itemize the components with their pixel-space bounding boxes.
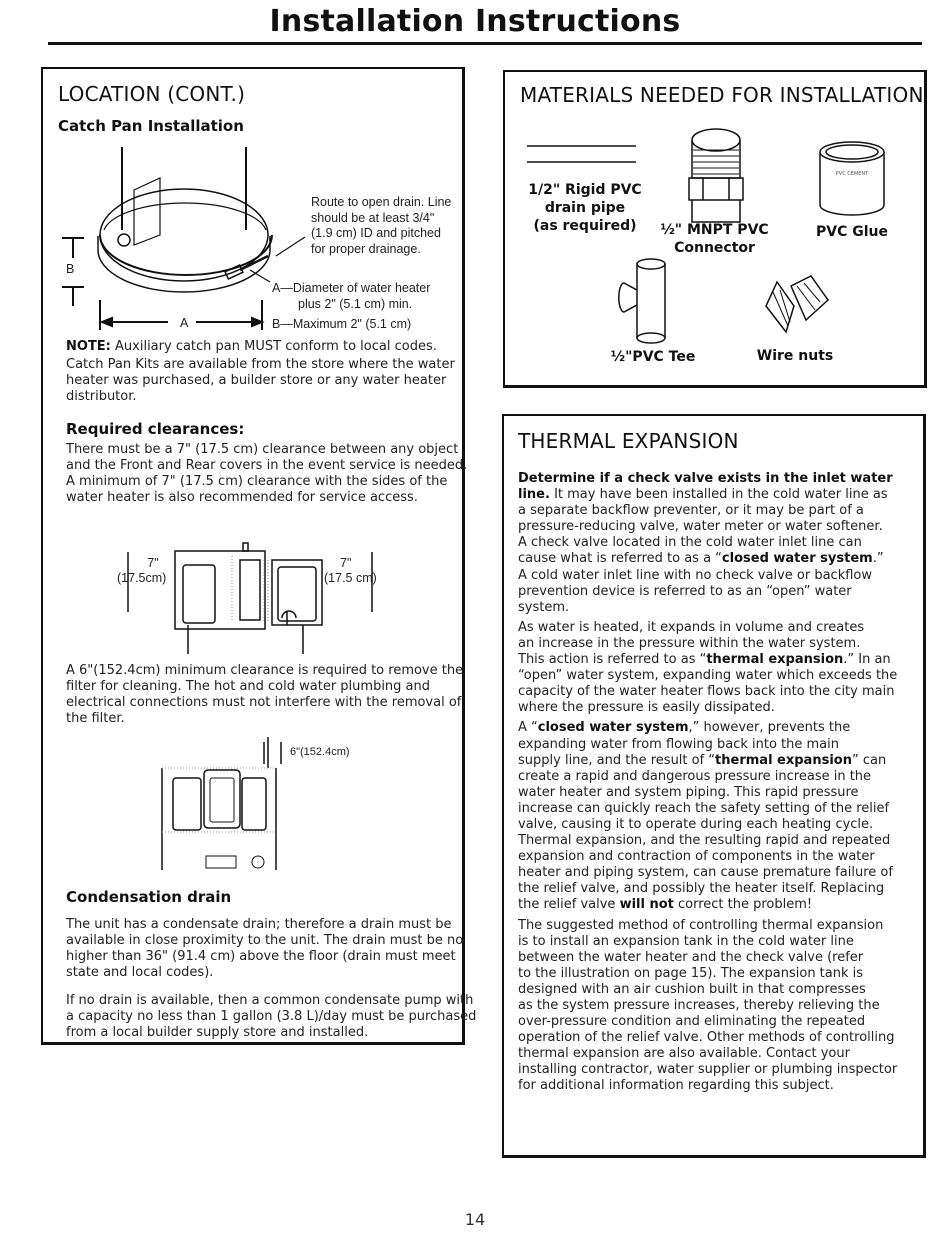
a-caption: A—Diameter of water heater plus 2" (5.1 cm) min. (272, 281, 431, 311)
text-line: cause what is referred to as a “closed water system.” (518, 551, 884, 567)
text-line: for additional information regarding this subject. (518, 1078, 834, 1094)
text-line: heater and piping system, can cause premature failure of (518, 865, 893, 881)
text-line: between the water heater and the check valve (refer (518, 949, 864, 965)
dim-left-value: 7" (147, 556, 159, 570)
b-caption: B—Maximum 2" (5.1 cm) (272, 317, 412, 331)
clearances-heading: Required clearances: (66, 420, 245, 438)
text-line: expanding water from flowing back into the main (518, 736, 839, 752)
text-line: the relief valve, and possibly the heater itself. Replacing (518, 881, 885, 897)
text-line: supply line, and the result of “thermal expansion” can (518, 752, 887, 768)
pvc-pipe-label: 1/2" Rigid PVC drain pipe (as required) (528, 182, 642, 234)
text-line: as the system pressure increases, thereby relieving the (518, 998, 880, 1013)
text-line: a separate backflow preventer, or it may be part of a (518, 503, 864, 519)
text-line: expansion and contraction of components in the water (518, 849, 875, 865)
text-line: an increase in the pressure within the water system. (518, 635, 861, 651)
thermal-para-2 (518, 620, 913, 717)
pvc-glue-label: PVC Glue (816, 224, 888, 240)
catch-pan-heading: Catch Pan Installation (58, 117, 244, 135)
text-line: to the illustration on page 15). The expansion tank is (518, 965, 864, 981)
thermal-heading: THERMAL EXPANSION (518, 429, 739, 453)
text-line: This action is referred to as “thermal expansion.” In an (518, 652, 891, 668)
route-caption: Route to open drain. Line should be at least 3/4" (1.9 cm) ID and pitched for proper drainage. (311, 195, 452, 256)
clearances-text: There must be a 7" (17.5 cm) clearance between any object and the Front and Rear covers in the event service is needed. A minimum of 7" (17.5 cm) clearance with the sides of the water heater is also recommended for service access. (66, 442, 468, 505)
text-line: The suggested method of controlling thermal expansion (518, 917, 884, 933)
materials-illustrations (0, 0, 940, 380)
wire-nuts-label: Wire nuts (756, 348, 834, 364)
condensation-text-1: The unit has a condensate drain; therefore a drain must be available in close proximity to the unit. The drain must be no higher than 36" (91.4 cm) above the floor (drain must meet state and local codes). (66, 917, 464, 980)
filter-text: A 6"(152.4cm) minimum clearance is required to remove the filter for cleaning. The hot and cold water plumbing and electrical connections must not interfere with the removal of the filter. (66, 663, 464, 726)
location-heading: LOCATION (CONT.) (58, 82, 246, 106)
thermal-para-3 (518, 720, 913, 913)
page-title: Installation Instructions (269, 4, 681, 39)
text-line: installing contractor, water supplier or plumbing inspector (518, 1062, 898, 1078)
text-line: A “closed water system,” however, prevents the (518, 720, 851, 736)
dim-b-label: B (66, 262, 75, 276)
glue-can-label: PVC CEMENT (835, 171, 869, 177)
dim-right-metric: (17.5 cm) (324, 571, 377, 585)
text-line: A check valve located in the cold water inlet line can (518, 535, 862, 551)
thermal-para-4 (518, 918, 913, 1095)
text-line: As water is heated, it expands in volume and creates (518, 619, 865, 635)
text-line: pressure-reducing valve, water meter or water softener. (518, 519, 883, 535)
text-line: system. (518, 599, 570, 615)
text-line: over-pressure condition and eliminating the repeated (518, 1014, 866, 1030)
dim-a-label: A (180, 316, 189, 330)
condensation-text-2: If no drain is available, then a common condensate pump with a capacity no less than 1 gallon (3.8 L)/day must be purchased from a local builder supply store and installed. (66, 993, 477, 1040)
text-line: create a rapid and dangerous pressure increase in the (518, 768, 872, 784)
mnpt-connector-label: ½" MNPT PVC Connector (660, 222, 769, 256)
pvc-tee-label: ½"PVC Tee (610, 349, 696, 365)
text-line: valve, causing it to operate during each heating cycle. (518, 816, 874, 832)
text-line: increase can quickly reach the safety setting of the relief (518, 800, 890, 816)
text-line: the relief valve will not correct the problem! (518, 897, 813, 913)
text-line: Thermal expansion, and the resulting rapid and repeated (518, 833, 891, 849)
materials-heading: MATERIALS NEEDED FOR INSTALLATION (520, 83, 924, 107)
text-line: designed with an air cushion built in that compresses (518, 981, 866, 997)
text-line: water heater and system piping. This rapid pressure (518, 784, 859, 800)
catch-pan-note: NOTE: Auxiliary catch pan MUST conform to local codes. (66, 339, 437, 354)
text-line: operation of the relief valve. Other methods of controlling (518, 1030, 895, 1046)
text-line: prevention device is referred to as an “open” water (518, 583, 852, 599)
text-line: thermal expansion are also available. Contact your (518, 1046, 850, 1062)
text-line: where the pressure is easily dissipated. (518, 700, 775, 716)
dim-right-value: 7" (340, 556, 352, 570)
condensation-heading: Condensation drain (66, 888, 232, 906)
dim-top-label: 6"(152.4cm) (290, 746, 350, 758)
text-line: “open” water system, expanding water which exceeds the (518, 668, 898, 684)
dim-left-metric: (17.5cm) (117, 571, 167, 585)
thermal-para-1 (518, 471, 913, 616)
text-line: is to install an expansion tank in the cold water line (518, 933, 854, 949)
page-number: 14 (464, 1210, 486, 1229)
text-line: capacity of the water heater flows back into the city main (518, 684, 895, 700)
text-line: A cold water inlet line with no check valve or backflow (518, 567, 873, 583)
text-line: Determine if a check valve exists in the inlet water (518, 471, 893, 486)
catch-pan-kits-text: Catch Pan Kits are available from the store where the water heater was purchased, a builder store or any water heater distributor. (66, 357, 455, 404)
text-line: line. It may have been installed in the cold water line as (518, 487, 888, 503)
thermal-text (518, 471, 913, 1095)
